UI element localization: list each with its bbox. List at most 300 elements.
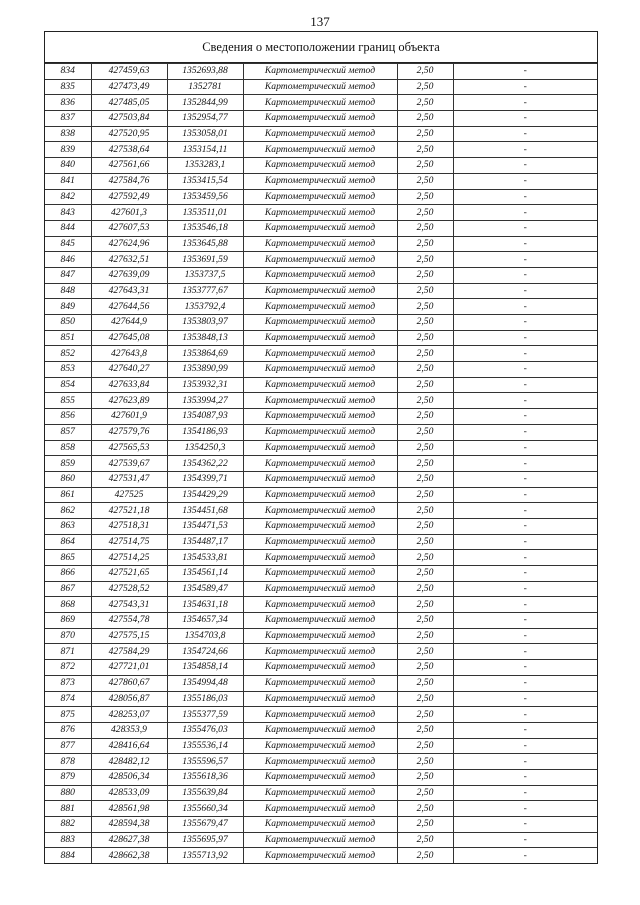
y-coordinate-cell: 1355660,34	[167, 801, 243, 817]
table-row	[45, 817, 597, 833]
method-cell: Картометрический метод	[243, 142, 397, 158]
point-number-cell: 847	[45, 267, 91, 283]
y-coordinate-cell: 1353459,56	[167, 189, 243, 205]
precision-cell: 2,50	[397, 142, 453, 158]
table-row	[45, 832, 597, 848]
method-cell: Картометрический метод	[243, 581, 397, 597]
precision-cell: 2,50	[397, 801, 453, 817]
description-cell: -	[453, 79, 597, 95]
point-number-cell: 874	[45, 691, 91, 707]
x-coordinate-cell: 428533,09	[91, 785, 167, 801]
point-number-cell: 880	[45, 785, 91, 801]
method-cell: Картометрический метод	[243, 628, 397, 644]
method-cell: Картометрический метод	[243, 267, 397, 283]
description-cell: -	[453, 456, 597, 472]
point-number-cell: 848	[45, 283, 91, 299]
description-cell: -	[453, 346, 597, 362]
description-cell: -	[453, 613, 597, 629]
precision-cell: 2,50	[397, 315, 453, 331]
x-coordinate-cell: 427528,52	[91, 581, 167, 597]
method-cell: Картометрический метод	[243, 550, 397, 566]
x-coordinate-cell: 427645,08	[91, 330, 167, 346]
x-coordinate-cell: 428506,34	[91, 769, 167, 785]
y-coordinate-cell: 1355186,03	[167, 691, 243, 707]
precision-cell: 2,50	[397, 566, 453, 582]
precision-cell: 2,50	[397, 346, 453, 362]
point-number-cell: 873	[45, 675, 91, 691]
description-cell: -	[453, 267, 597, 283]
table-row	[45, 142, 597, 158]
point-number-cell: 851	[45, 330, 91, 346]
point-number-cell: 838	[45, 126, 91, 142]
y-coordinate-cell: 1355713,92	[167, 848, 243, 863]
method-cell: Картометрический метод	[243, 660, 397, 676]
x-coordinate-cell: 427554,78	[91, 613, 167, 629]
x-coordinate-cell: 428056,87	[91, 691, 167, 707]
y-coordinate-cell: 1353848,13	[167, 330, 243, 346]
point-number-cell: 840	[45, 158, 91, 174]
point-number-cell: 837	[45, 111, 91, 127]
x-coordinate-cell: 428561,98	[91, 801, 167, 817]
description-cell: -	[453, 126, 597, 142]
table-row	[45, 377, 597, 393]
coordinates-table-body	[45, 64, 597, 864]
description-cell: -	[453, 738, 597, 754]
y-coordinate-cell: 1354399,71	[167, 471, 243, 487]
method-cell: Картометрический метод	[243, 597, 397, 613]
table-row	[45, 597, 597, 613]
y-coordinate-cell: 1353932,31	[167, 377, 243, 393]
y-coordinate-cell: 1355695,97	[167, 832, 243, 848]
description-cell: -	[453, 330, 597, 346]
description-cell: -	[453, 691, 597, 707]
precision-cell: 2,50	[397, 785, 453, 801]
description-cell: -	[453, 393, 597, 409]
precision-cell: 2,50	[397, 487, 453, 503]
table-row	[45, 346, 597, 362]
table-row	[45, 173, 597, 189]
point-number-cell: 875	[45, 707, 91, 723]
method-cell: Картометрический метод	[243, 691, 397, 707]
table-row	[45, 801, 597, 817]
table-row	[45, 252, 597, 268]
precision-cell: 2,50	[397, 675, 453, 691]
description-cell: -	[453, 487, 597, 503]
description-cell: -	[453, 769, 597, 785]
x-coordinate-cell: 428662,38	[91, 848, 167, 863]
point-number-cell: 884	[45, 848, 91, 863]
description-cell: -	[453, 111, 597, 127]
precision-cell: 2,50	[397, 613, 453, 629]
method-cell: Картометрический метод	[243, 754, 397, 770]
precision-cell: 2,50	[397, 848, 453, 863]
method-cell: Картометрический метод	[243, 832, 397, 848]
table-row	[45, 456, 597, 472]
method-cell: Картометрический метод	[243, 315, 397, 331]
y-coordinate-cell: 1354533,81	[167, 550, 243, 566]
x-coordinate-cell: 427525	[91, 487, 167, 503]
description-cell: -	[453, 173, 597, 189]
y-coordinate-cell: 1353803,97	[167, 315, 243, 331]
method-cell: Картометрический метод	[243, 126, 397, 142]
x-coordinate-cell: 427579,76	[91, 424, 167, 440]
x-coordinate-cell: 427514,25	[91, 550, 167, 566]
precision-cell: 2,50	[397, 158, 453, 174]
y-coordinate-cell: 1353645,88	[167, 236, 243, 252]
table-row	[45, 534, 597, 550]
point-number-cell: 860	[45, 471, 91, 487]
precision-cell: 2,50	[397, 409, 453, 425]
description-cell: -	[453, 362, 597, 378]
table-row	[45, 769, 597, 785]
description-cell: -	[453, 64, 597, 80]
method-cell: Картометрический метод	[243, 456, 397, 472]
y-coordinate-cell: 1355639,84	[167, 785, 243, 801]
point-number-cell: 883	[45, 832, 91, 848]
precision-cell: 2,50	[397, 691, 453, 707]
point-number-cell: 868	[45, 597, 91, 613]
precision-cell: 2,50	[397, 503, 453, 519]
description-cell: -	[453, 597, 597, 613]
description-cell: -	[453, 142, 597, 158]
method-cell: Картометрический метод	[243, 346, 397, 362]
table-row	[45, 126, 597, 142]
y-coordinate-cell: 1355377,59	[167, 707, 243, 723]
y-coordinate-cell: 1354186,93	[167, 424, 243, 440]
point-number-cell: 863	[45, 518, 91, 534]
coordinates-table	[45, 63, 597, 863]
x-coordinate-cell: 427607,53	[91, 220, 167, 236]
method-cell: Картометрический метод	[243, 817, 397, 833]
y-coordinate-cell: 1355679,47	[167, 817, 243, 833]
description-cell: -	[453, 785, 597, 801]
x-coordinate-cell: 428627,38	[91, 832, 167, 848]
description-cell: -	[453, 158, 597, 174]
point-number-cell: 843	[45, 205, 91, 221]
precision-cell: 2,50	[397, 440, 453, 456]
x-coordinate-cell: 428353,9	[91, 722, 167, 738]
y-coordinate-cell: 1354561,14	[167, 566, 243, 582]
point-number-cell: 836	[45, 95, 91, 111]
table-row	[45, 503, 597, 519]
point-number-cell: 870	[45, 628, 91, 644]
point-number-cell: 862	[45, 503, 91, 519]
precision-cell: 2,50	[397, 111, 453, 127]
y-coordinate-cell: 1354657,34	[167, 613, 243, 629]
point-number-cell: 877	[45, 738, 91, 754]
method-cell: Картометрический метод	[243, 283, 397, 299]
method-cell: Картометрический метод	[243, 471, 397, 487]
y-coordinate-cell: 1353691,59	[167, 252, 243, 268]
method-cell: Картометрический метод	[243, 111, 397, 127]
y-coordinate-cell: 1354250,3	[167, 440, 243, 456]
table-row	[45, 566, 597, 582]
point-number-cell: 861	[45, 487, 91, 503]
x-coordinate-cell: 427538,64	[91, 142, 167, 158]
y-coordinate-cell: 1354487,17	[167, 534, 243, 550]
x-coordinate-cell: 427531,47	[91, 471, 167, 487]
precision-cell: 2,50	[397, 330, 453, 346]
method-cell: Картометрический метод	[243, 189, 397, 205]
table-row	[45, 95, 597, 111]
table-row	[45, 64, 597, 80]
section-title: Сведения о местоположении границ объекта	[45, 32, 597, 63]
precision-cell: 2,50	[397, 817, 453, 833]
y-coordinate-cell: 1354631,18	[167, 597, 243, 613]
x-coordinate-cell: 427514,75	[91, 534, 167, 550]
table-row	[45, 315, 597, 331]
method-cell: Картометрический метод	[243, 675, 397, 691]
point-number-cell: 876	[45, 722, 91, 738]
description-cell: -	[453, 801, 597, 817]
method-cell: Картометрический метод	[243, 330, 397, 346]
x-coordinate-cell: 427575,15	[91, 628, 167, 644]
method-cell: Картометрический метод	[243, 205, 397, 221]
table-row	[45, 79, 597, 95]
y-coordinate-cell: 1353737,5	[167, 267, 243, 283]
method-cell: Картометрический метод	[243, 503, 397, 519]
description-cell: -	[453, 377, 597, 393]
method-cell: Картометрический метод	[243, 440, 397, 456]
y-coordinate-cell: 1352781	[167, 79, 243, 95]
point-number-cell: 865	[45, 550, 91, 566]
precision-cell: 2,50	[397, 189, 453, 205]
y-coordinate-cell: 1354858,14	[167, 660, 243, 676]
point-number-cell: 841	[45, 173, 91, 189]
description-cell: -	[453, 660, 597, 676]
precision-cell: 2,50	[397, 393, 453, 409]
description-cell: -	[453, 503, 597, 519]
table-row	[45, 393, 597, 409]
y-coordinate-cell: 1354703,8	[167, 628, 243, 644]
precision-cell: 2,50	[397, 362, 453, 378]
x-coordinate-cell: 427561,66	[91, 158, 167, 174]
precision-cell: 2,50	[397, 252, 453, 268]
method-cell: Картометрический метод	[243, 707, 397, 723]
point-number-cell: 858	[45, 440, 91, 456]
y-coordinate-cell: 1353994,27	[167, 393, 243, 409]
method-cell: Картометрический метод	[243, 769, 397, 785]
precision-cell: 2,50	[397, 456, 453, 472]
precision-cell: 2,50	[397, 832, 453, 848]
precision-cell: 2,50	[397, 738, 453, 754]
description-cell: -	[453, 440, 597, 456]
table-row	[45, 220, 597, 236]
precision-cell: 2,50	[397, 581, 453, 597]
table-row	[45, 675, 597, 691]
description-cell: -	[453, 518, 597, 534]
method-cell: Картометрический метод	[243, 95, 397, 111]
table-row	[45, 738, 597, 754]
precision-cell: 2,50	[397, 628, 453, 644]
description-cell: -	[453, 832, 597, 848]
description-cell: -	[453, 95, 597, 111]
table-row	[45, 189, 597, 205]
table-row	[45, 754, 597, 770]
description-cell: -	[453, 220, 597, 236]
method-cell: Картометрический метод	[243, 785, 397, 801]
method-cell: Картометрический метод	[243, 644, 397, 660]
table-row	[45, 848, 597, 863]
y-coordinate-cell: 1352954,77	[167, 111, 243, 127]
description-cell: -	[453, 189, 597, 205]
table-row	[45, 550, 597, 566]
precision-cell: 2,50	[397, 126, 453, 142]
x-coordinate-cell: 427643,8	[91, 346, 167, 362]
description-cell: -	[453, 409, 597, 425]
table-row	[45, 581, 597, 597]
y-coordinate-cell: 1354589,47	[167, 581, 243, 597]
point-number-cell: 845	[45, 236, 91, 252]
boundary-table-sheet	[44, 31, 598, 864]
y-coordinate-cell: 1353792,4	[167, 299, 243, 315]
precision-cell: 2,50	[397, 299, 453, 315]
description-cell: -	[453, 550, 597, 566]
precision-cell: 2,50	[397, 754, 453, 770]
page-number: 137	[310, 14, 330, 29]
method-cell: Картометрический метод	[243, 534, 397, 550]
description-cell: -	[453, 424, 597, 440]
x-coordinate-cell: 427565,53	[91, 440, 167, 456]
point-number-cell: 835	[45, 79, 91, 95]
table-row	[45, 628, 597, 644]
y-coordinate-cell: 1353777,67	[167, 283, 243, 299]
precision-cell: 2,50	[397, 597, 453, 613]
x-coordinate-cell: 427644,9	[91, 315, 167, 331]
table-row	[45, 409, 597, 425]
description-cell: -	[453, 471, 597, 487]
point-number-cell: 856	[45, 409, 91, 425]
method-cell: Картометрический метод	[243, 252, 397, 268]
y-coordinate-cell: 1352844,99	[167, 95, 243, 111]
y-coordinate-cell: 1353546,18	[167, 220, 243, 236]
x-coordinate-cell: 427721,01	[91, 660, 167, 676]
description-cell: -	[453, 817, 597, 833]
precision-cell: 2,50	[397, 518, 453, 534]
method-cell: Картометрический метод	[243, 738, 397, 754]
table-row	[45, 471, 597, 487]
table-row	[45, 707, 597, 723]
description-cell: -	[453, 534, 597, 550]
x-coordinate-cell: 427459,63	[91, 64, 167, 80]
x-coordinate-cell: 428253,07	[91, 707, 167, 723]
point-number-cell: 882	[45, 817, 91, 833]
point-number-cell: 881	[45, 801, 91, 817]
point-number-cell: 839	[45, 142, 91, 158]
point-number-cell: 859	[45, 456, 91, 472]
description-cell: -	[453, 566, 597, 582]
x-coordinate-cell: 427643,31	[91, 283, 167, 299]
x-coordinate-cell: 427860,67	[91, 675, 167, 691]
x-coordinate-cell: 427518,31	[91, 518, 167, 534]
y-coordinate-cell: 1353058,01	[167, 126, 243, 142]
method-cell: Картометрический метод	[243, 487, 397, 503]
method-cell: Картометрический метод	[243, 173, 397, 189]
description-cell: -	[453, 252, 597, 268]
y-coordinate-cell: 1354994,48	[167, 675, 243, 691]
point-number-cell: 842	[45, 189, 91, 205]
x-coordinate-cell: 427584,29	[91, 644, 167, 660]
precision-cell: 2,50	[397, 79, 453, 95]
table-row	[45, 283, 597, 299]
point-number-cell: 867	[45, 581, 91, 597]
x-coordinate-cell: 427592,49	[91, 189, 167, 205]
precision-cell: 2,50	[397, 220, 453, 236]
table-row	[45, 236, 597, 252]
point-number-cell: 864	[45, 534, 91, 550]
method-cell: Картометрический метод	[243, 566, 397, 582]
y-coordinate-cell: 1354471,53	[167, 518, 243, 534]
table-row	[45, 613, 597, 629]
x-coordinate-cell: 427503,84	[91, 111, 167, 127]
description-cell: -	[453, 283, 597, 299]
x-coordinate-cell: 427520,95	[91, 126, 167, 142]
x-coordinate-cell: 427543,31	[91, 597, 167, 613]
x-coordinate-cell: 427623,89	[91, 393, 167, 409]
point-number-cell: 855	[45, 393, 91, 409]
precision-cell: 2,50	[397, 95, 453, 111]
description-cell: -	[453, 628, 597, 644]
precision-cell: 2,50	[397, 644, 453, 660]
precision-cell: 2,50	[397, 550, 453, 566]
y-coordinate-cell: 1353890,99	[167, 362, 243, 378]
precision-cell: 2,50	[397, 424, 453, 440]
table-row	[45, 660, 597, 676]
description-cell: -	[453, 644, 597, 660]
table-row	[45, 644, 597, 660]
method-cell: Картометрический метод	[243, 377, 397, 393]
y-coordinate-cell: 1354429,29	[167, 487, 243, 503]
x-coordinate-cell: 427644,56	[91, 299, 167, 315]
table-row	[45, 267, 597, 283]
point-number-cell: 872	[45, 660, 91, 676]
description-cell: -	[453, 315, 597, 331]
description-cell: -	[453, 754, 597, 770]
table-row	[45, 487, 597, 503]
precision-cell: 2,50	[397, 283, 453, 299]
point-number-cell: 854	[45, 377, 91, 393]
table-row	[45, 362, 597, 378]
y-coordinate-cell: 1354087,93	[167, 409, 243, 425]
y-coordinate-cell: 1352693,88	[167, 64, 243, 80]
x-coordinate-cell: 427584,76	[91, 173, 167, 189]
y-coordinate-cell: 1353283,1	[167, 158, 243, 174]
y-coordinate-cell: 1354451,68	[167, 503, 243, 519]
table-row	[45, 785, 597, 801]
method-cell: Картометрический метод	[243, 220, 397, 236]
y-coordinate-cell: 1355476,03	[167, 722, 243, 738]
x-coordinate-cell: 428594,38	[91, 817, 167, 833]
description-cell: -	[453, 722, 597, 738]
x-coordinate-cell: 427624,96	[91, 236, 167, 252]
precision-cell: 2,50	[397, 534, 453, 550]
precision-cell: 2,50	[397, 471, 453, 487]
method-cell: Картометрический метод	[243, 409, 397, 425]
precision-cell: 2,50	[397, 769, 453, 785]
y-coordinate-cell: 1355536,14	[167, 738, 243, 754]
precision-cell: 2,50	[397, 267, 453, 283]
table-row	[45, 330, 597, 346]
description-cell: -	[453, 707, 597, 723]
method-cell: Картометрический метод	[243, 236, 397, 252]
point-number-cell: 866	[45, 566, 91, 582]
x-coordinate-cell: 427485,05	[91, 95, 167, 111]
y-coordinate-cell: 1353511,01	[167, 205, 243, 221]
x-coordinate-cell: 427601,3	[91, 205, 167, 221]
precision-cell: 2,50	[397, 707, 453, 723]
method-cell: Картометрический метод	[243, 424, 397, 440]
point-number-cell: 878	[45, 754, 91, 770]
